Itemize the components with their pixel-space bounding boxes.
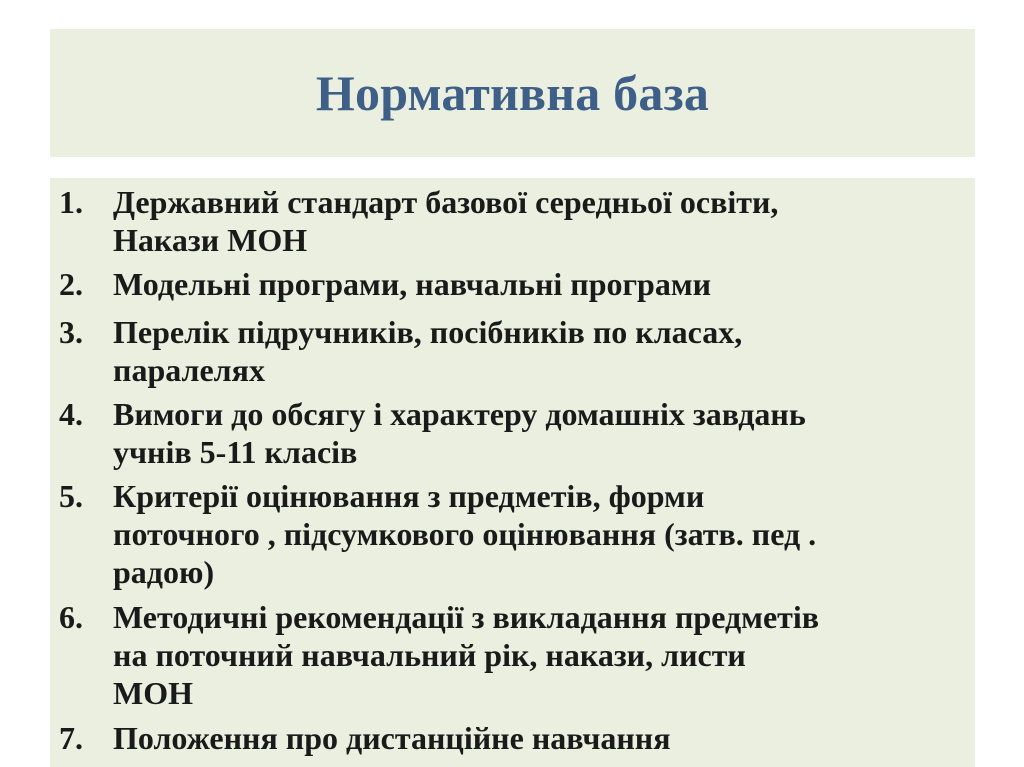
item-number: 2. [59,266,83,302]
item-number: 7. [59,720,83,756]
item-line: Положення про дистанційне навчання [113,720,671,756]
item-line: Модельні програми, навчальні програми [113,266,712,302]
item-text [113,477,973,591]
item-line: радою) [113,554,215,590]
item-line: Критерії оцінювання з предметів, форми [113,478,705,514]
item-line: поточного , підсумкового оцінювання (затв. пед . [113,516,817,552]
item-line: Державний стандарт базової середньої освіти, [113,184,779,220]
item-text [113,313,973,389]
content-panel [50,178,975,767]
item-text [113,598,973,712]
item-number: 1. [59,184,83,220]
title-panel [50,29,975,157]
item-text [113,183,973,259]
item-text [113,265,973,303]
slide-title: Нормативна база [315,65,710,121]
item-line: МОН [113,675,193,711]
item-line: учнів 5-11 класів [113,434,358,470]
item-line: Перелік підручників, посібників по класах, [113,314,743,350]
item-line: паралелях [113,352,265,388]
item-number: 5. [59,478,83,514]
item-text [113,395,973,471]
item-number: 4. [59,396,83,432]
item-line: на поточний навчальний рік, накази, листи [113,637,746,673]
item-line: Методичні рекомендації з викладання предметів [113,599,820,635]
item-line: Накази МОН [113,222,308,258]
item-number: 3. [59,314,83,350]
item-line: Вимоги до обсягу і характеру домашніх завдань [113,396,806,432]
item-number: 6. [59,599,83,635]
item-text [113,719,973,757]
